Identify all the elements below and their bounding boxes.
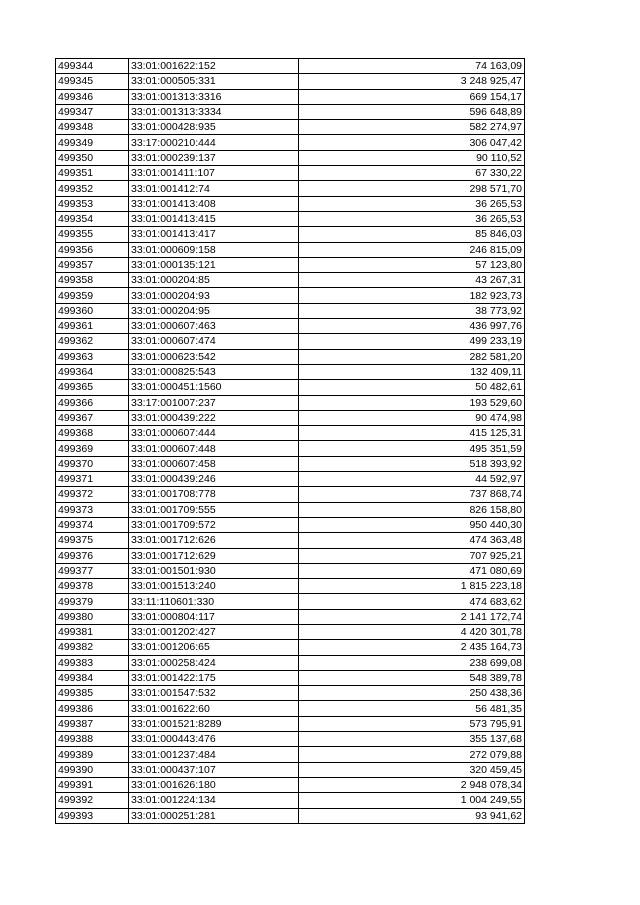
value-cell: 737 868,74: [299, 487, 525, 502]
row-number-cell: 499375: [56, 533, 129, 548]
cadastral-number-cell: 33:01:000258:424: [129, 655, 299, 670]
row-number-cell: 499370: [56, 456, 129, 471]
table-row: [56, 594, 525, 609]
row-number-cell: 499355: [56, 227, 129, 242]
value-cell: 74 163,09: [299, 59, 525, 74]
value-cell: 471 080,69: [299, 563, 525, 578]
value-cell: 582 274,97: [299, 120, 525, 135]
row-number-cell: 499345: [56, 74, 129, 89]
value-cell: 306 047,42: [299, 135, 525, 150]
cadastral-number-cell: 33:01:000239:137: [129, 150, 299, 165]
table-row: [56, 624, 525, 639]
table-row: [56, 655, 525, 670]
value-cell: 1 004 249,55: [299, 793, 525, 808]
value-cell: 90 474,98: [299, 410, 525, 425]
value-cell: 826 158,80: [299, 502, 525, 517]
cadastral-number-cell: 33:01:001237:484: [129, 747, 299, 762]
table-row: [56, 517, 525, 532]
table-row: [56, 227, 525, 242]
cadastral-number-cell: 33:01:001413:408: [129, 196, 299, 211]
row-number-cell: 499346: [56, 89, 129, 104]
row-number-cell: 499347: [56, 104, 129, 119]
cadastral-number-cell: 33:17:001007:237: [129, 395, 299, 410]
cadastral-number-cell: 33:01:000609:158: [129, 242, 299, 257]
cadastral-number-cell: 33:01:000204:93: [129, 288, 299, 303]
value-cell: 707 925,21: [299, 548, 525, 563]
row-number-cell: 499380: [56, 609, 129, 624]
table-row: [56, 793, 525, 808]
cadastral-number-cell: 33:01:000825:543: [129, 364, 299, 379]
cadastral-number-cell: 33:01:000439:222: [129, 410, 299, 425]
table-row: [56, 579, 525, 594]
cadastral-number-cell: 33:01:000439:246: [129, 472, 299, 487]
row-number-cell: 499385: [56, 686, 129, 701]
row-number-cell: 499379: [56, 594, 129, 609]
value-cell: 499 233,19: [299, 334, 525, 349]
table-row: [56, 303, 525, 318]
cadastral-number-cell: 33:01:001513:240: [129, 579, 299, 594]
row-number-cell: 499372: [56, 487, 129, 502]
row-number-cell: 499365: [56, 380, 129, 395]
cadastral-number-cell: 33:11:110601:330: [129, 594, 299, 609]
table-row: [56, 181, 525, 196]
row-number-cell: 499393: [56, 808, 129, 823]
cadastral-number-cell: 33:01:001422:175: [129, 670, 299, 685]
table-row: [56, 533, 525, 548]
value-cell: 85 846,03: [299, 227, 525, 242]
row-number-cell: 499369: [56, 441, 129, 456]
row-number-cell: 499383: [56, 655, 129, 670]
table-row: [56, 257, 525, 272]
row-number-cell: 499366: [56, 395, 129, 410]
table-row: [56, 472, 525, 487]
value-cell: 50 482,61: [299, 380, 525, 395]
value-cell: 182 923,73: [299, 288, 525, 303]
row-number-cell: 499353: [56, 196, 129, 211]
table-row: [56, 211, 525, 226]
row-number-cell: 499359: [56, 288, 129, 303]
cadastral-number-cell: 33:01:000451:1560: [129, 380, 299, 395]
table-row: [56, 135, 525, 150]
table-row: [56, 273, 525, 288]
row-number-cell: 499390: [56, 762, 129, 777]
cadastral-number-cell: 33:01:001622:152: [129, 59, 299, 74]
row-number-cell: 499371: [56, 472, 129, 487]
table-row: [56, 89, 525, 104]
table-row: [56, 732, 525, 747]
cadastral-number-cell: 33:01:001521:8289: [129, 716, 299, 731]
value-cell: 474 363,48: [299, 533, 525, 548]
table-row: [56, 120, 525, 135]
cadastral-number-cell: 33:01:000607:444: [129, 426, 299, 441]
cadastral-number-cell: 33:01:001712:629: [129, 548, 299, 563]
value-cell: 669 154,17: [299, 89, 525, 104]
table-row: [56, 196, 525, 211]
table-row: [56, 166, 525, 181]
cadastral-number-cell: 33:01:000804:117: [129, 609, 299, 624]
value-cell: 495 351,59: [299, 441, 525, 456]
table-row: [56, 548, 525, 563]
value-cell: 548 389,78: [299, 670, 525, 685]
cadastral-number-cell: 33:01:001547:532: [129, 686, 299, 701]
cadastral-number-cell: 33:01:001626:180: [129, 777, 299, 792]
cadastral-number-cell: 33:01:001413:417: [129, 227, 299, 242]
row-number-cell: 499364: [56, 364, 129, 379]
cadastral-number-cell: 33:01:001313:3316: [129, 89, 299, 104]
cadastral-number-cell: 33:01:001411:107: [129, 166, 299, 181]
row-number-cell: 499354: [56, 211, 129, 226]
cadastral-number-cell: 33:01:001412:74: [129, 181, 299, 196]
table-row: [56, 150, 525, 165]
row-number-cell: 499360: [56, 303, 129, 318]
row-number-cell: 499350: [56, 150, 129, 165]
table-body: [56, 59, 525, 824]
row-number-cell: 499382: [56, 640, 129, 655]
row-number-cell: 499381: [56, 624, 129, 639]
table-row: [56, 487, 525, 502]
value-cell: 320 459,45: [299, 762, 525, 777]
row-number-cell: 499391: [56, 777, 129, 792]
row-number-cell: 499352: [56, 181, 129, 196]
table-row: [56, 441, 525, 456]
row-number-cell: 499368: [56, 426, 129, 441]
row-number-cell: 499384: [56, 670, 129, 685]
row-number-cell: 499388: [56, 732, 129, 747]
value-cell: 250 438,36: [299, 686, 525, 701]
table-row: [56, 242, 525, 257]
cadastral-number-cell: 33:01:000623:542: [129, 349, 299, 364]
table-row: [56, 74, 525, 89]
value-cell: 56 481,35: [299, 701, 525, 716]
cadastral-number-cell: 33:01:000443:476: [129, 732, 299, 747]
cadastral-number-cell: 33:01:000135:121: [129, 257, 299, 272]
value-cell: 93 941,62: [299, 808, 525, 823]
value-cell: 43 267,31: [299, 273, 525, 288]
value-cell: 2 948 078,34: [299, 777, 525, 792]
value-cell: 4 420 301,78: [299, 624, 525, 639]
value-cell: 436 997,76: [299, 319, 525, 334]
value-cell: 272 079,88: [299, 747, 525, 762]
value-cell: 67 330,22: [299, 166, 525, 181]
table-row: [56, 59, 525, 74]
table-row: [56, 686, 525, 701]
value-cell: 3 248 925,47: [299, 74, 525, 89]
value-cell: 2 435 164,73: [299, 640, 525, 655]
value-cell: 44 592,97: [299, 472, 525, 487]
value-cell: 193 529,60: [299, 395, 525, 410]
row-number-cell: 499357: [56, 257, 129, 272]
table-row: [56, 701, 525, 716]
value-cell: 415 125,31: [299, 426, 525, 441]
row-number-cell: 499374: [56, 517, 129, 532]
row-number-cell: 499367: [56, 410, 129, 425]
table-row: [56, 319, 525, 334]
value-cell: 282 581,20: [299, 349, 525, 364]
row-number-cell: 499344: [56, 59, 129, 74]
value-cell: 474 683,62: [299, 594, 525, 609]
table-row: [56, 364, 525, 379]
cadastral-number-cell: 33:01:001708:778: [129, 487, 299, 502]
value-cell: 36 265,53: [299, 196, 525, 211]
value-cell: 573 795,91: [299, 716, 525, 731]
cadastral-number-cell: 33:01:001709:555: [129, 502, 299, 517]
row-number-cell: 499373: [56, 502, 129, 517]
row-number-cell: 499387: [56, 716, 129, 731]
table-row: [56, 640, 525, 655]
row-number-cell: 499361: [56, 319, 129, 334]
value-cell: 355 137,68: [299, 732, 525, 747]
row-number-cell: 499363: [56, 349, 129, 364]
table-row: [56, 716, 525, 731]
value-cell: 38 773,92: [299, 303, 525, 318]
cadastral-number-cell: 33:01:001413:415: [129, 211, 299, 226]
row-number-cell: 499386: [56, 701, 129, 716]
table-row: [56, 670, 525, 685]
cadastral-number-cell: 33:01:000204:85: [129, 273, 299, 288]
row-number-cell: 499356: [56, 242, 129, 257]
value-cell: 246 815,09: [299, 242, 525, 257]
table-row: [56, 777, 525, 792]
cadastral-value-table: [55, 58, 525, 824]
table-row: [56, 563, 525, 578]
cadastral-number-cell: 33:01:000437:107: [129, 762, 299, 777]
row-number-cell: 499376: [56, 548, 129, 563]
cadastral-number-cell: 33:01:000607:463: [129, 319, 299, 334]
value-cell: 950 440,30: [299, 517, 525, 532]
table-row: [56, 747, 525, 762]
value-cell: 132 409,11: [299, 364, 525, 379]
cadastral-number-cell: 33:01:000607:458: [129, 456, 299, 471]
cadastral-number-cell: 33:01:001501:930: [129, 563, 299, 578]
value-cell: 518 393,92: [299, 456, 525, 471]
row-number-cell: 499358: [56, 273, 129, 288]
cadastral-number-cell: 33:01:001709:572: [129, 517, 299, 532]
table-row: [56, 380, 525, 395]
value-cell: 298 571,70: [299, 181, 525, 196]
table-row: [56, 288, 525, 303]
table-row: [56, 410, 525, 425]
table-row: [56, 104, 525, 119]
cadastral-number-cell: 33:01:000505:331: [129, 74, 299, 89]
row-number-cell: 499349: [56, 135, 129, 150]
cadastral-number-cell: 33:01:001313:3334: [129, 104, 299, 119]
row-number-cell: 499389: [56, 747, 129, 762]
table-row: [56, 456, 525, 471]
cadastral-number-cell: 33:17:000210:444: [129, 135, 299, 150]
cadastral-number-cell: 33:01:000607:474: [129, 334, 299, 349]
cadastral-number-cell: 33:01:001712:626: [129, 533, 299, 548]
row-number-cell: 499377: [56, 563, 129, 578]
value-cell: 596 648,89: [299, 104, 525, 119]
cadastral-number-cell: 33:01:000204:95: [129, 303, 299, 318]
cadastral-number-cell: 33:01:001224:134: [129, 793, 299, 808]
value-cell: 1 815 223,18: [299, 579, 525, 594]
cadastral-number-cell: 33:01:001202:427: [129, 624, 299, 639]
table-row: [56, 349, 525, 364]
value-cell: 238 699,08: [299, 655, 525, 670]
row-number-cell: 499378: [56, 579, 129, 594]
table-row: [56, 334, 525, 349]
row-number-cell: 499392: [56, 793, 129, 808]
row-number-cell: 499351: [56, 166, 129, 181]
table-row: [56, 762, 525, 777]
row-number-cell: 499348: [56, 120, 129, 135]
value-cell: 36 265,53: [299, 211, 525, 226]
row-number-cell: 499362: [56, 334, 129, 349]
table-row: [56, 808, 525, 823]
cadastral-number-cell: 33:01:001206:65: [129, 640, 299, 655]
table-row: [56, 395, 525, 410]
table-row: [56, 502, 525, 517]
value-cell: 57 123,80: [299, 257, 525, 272]
value-cell: 2 141 172,74: [299, 609, 525, 624]
cadastral-number-cell: 33:01:000428:935: [129, 120, 299, 135]
value-cell: 90 110,52: [299, 150, 525, 165]
table-row: [56, 426, 525, 441]
cadastral-number-cell: 33:01:000607:448: [129, 441, 299, 456]
cadastral-number-cell: 33:01:000251:281: [129, 808, 299, 823]
table-row: [56, 609, 525, 624]
cadastral-number-cell: 33:01:001622:60: [129, 701, 299, 716]
